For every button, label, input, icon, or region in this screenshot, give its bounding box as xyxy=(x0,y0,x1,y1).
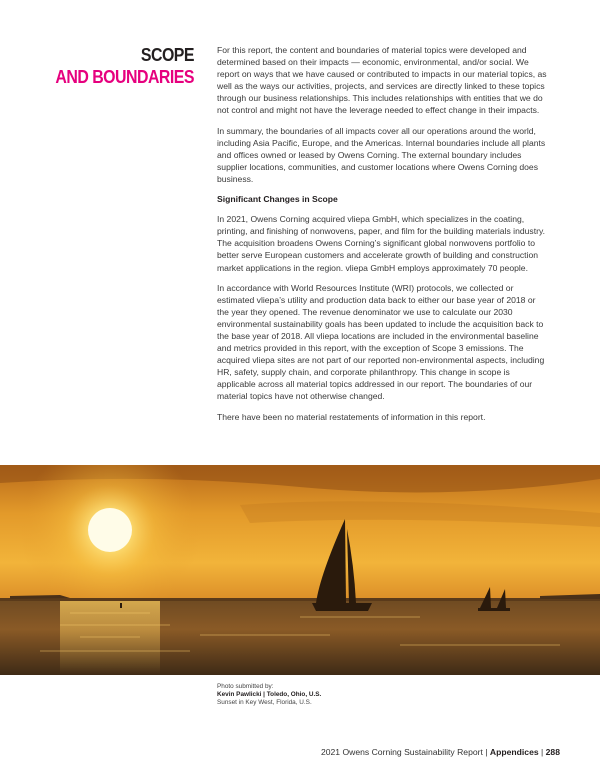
sunset-photo xyxy=(0,465,600,675)
page-title xyxy=(27,44,194,88)
separator: | xyxy=(482,747,490,757)
title-line-2: AND BOUNDARIES xyxy=(55,66,194,87)
paragraph: There have been no material restatements of information in this report. xyxy=(217,411,486,422)
paragraph: In accordance with World Resources Institute (WRI) protocols, we collected or estimated vliepa’s utility and production data back to either our base year of 2018 or the year they opened. The revenue denominator we use to calculate our 2030 environmental sustainability goals has been updated to include the acquisition back to the base year of 2018. All vliepa locations are included in the environmental baseline and metrics provided in this report, with the exception of Scope 3 emissions. The acquired vliepa sites are not part of our reported non-environmental aspects, including HR, safety, supply chain, and corporate philanthropy. This change in scope is applicable across all material topics addressed in our report. The boundaries of our material topics have not otherwise changed. xyxy=(217,282,545,402)
subheading: Significant Changes in Scope xyxy=(217,194,338,205)
report-title: 2021 Owens Corning Sustainability Report xyxy=(320,747,483,757)
title-line-1: SCOPE xyxy=(140,44,194,65)
paragraph: For this report, the content and boundaries of material topics were developed and determined based on their impacts — economic, environmental, and/or social. We report on ways that we have caused or contributed to impacts in our material topics, as well as the ways our activities, projects, and services are directly linked to these topics through our business relationships. This includes relationships with entities that we do not control and might not have the leverage needed to effect change in their impacts. xyxy=(217,45,547,116)
body-text xyxy=(217,44,547,431)
page-number: 288 xyxy=(545,747,560,757)
photo-caption xyxy=(217,683,321,708)
caption-credit: Kevin Pawlicki | Toledo, Ohio, U.S. xyxy=(217,691,322,699)
caption-line: Photo submitted by: xyxy=(217,683,274,690)
paragraph: In summary, the boundaries of all impacts cover all our operations around the world, including Asia Pacific, Europe, and the Americas. Internal boundaries include all plants and offices owned or leased by Owens Corning. The external boundary includes supplier locations, communities, and customer locations where Owens Corning does business. xyxy=(217,125,546,184)
section-name: Appendices xyxy=(489,747,539,757)
separator: | xyxy=(538,747,546,757)
paragraph: In 2021, Owens Corning acquired vliepa GmbH, which specializes in the coating, printing, and finishing of nonwovens, paper, and film for the building materials industry. The acquisition broadens Owens Corning’s significant global nonwovens portfolio to better serve European customers and accelerate growth of building and construction market applications in the region. vliepa GmbH employs approximately 70 people. xyxy=(217,214,546,273)
page-footer xyxy=(321,747,560,757)
caption-line: Sunset in Key West, Florida, U.S. xyxy=(217,699,312,707)
